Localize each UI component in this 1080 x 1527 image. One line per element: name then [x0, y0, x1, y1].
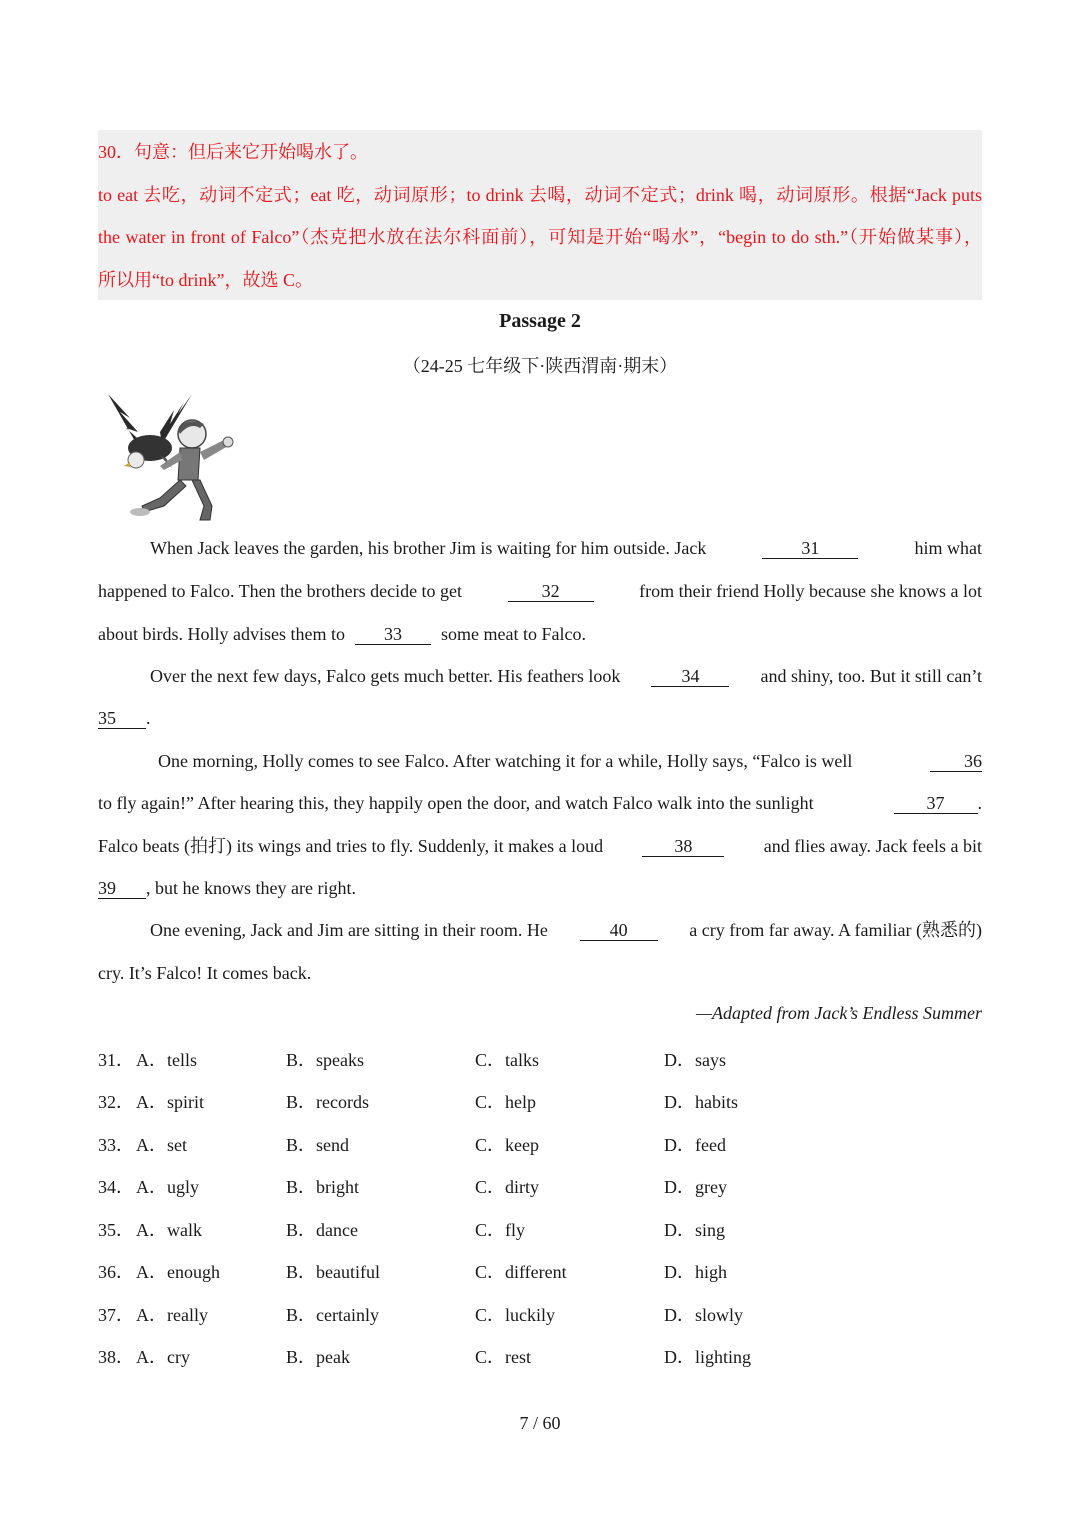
option-row — [98, 1173, 982, 1197]
option-choice: C．rest — [475, 1347, 531, 1367]
option-choice: B．send — [286, 1135, 349, 1155]
option-choice: D．lighting — [664, 1347, 752, 1367]
option-choice: D．habits — [664, 1092, 738, 1112]
text-segment: about birds. Holly advises them to — [98, 624, 345, 644]
text-segment: from their friend Holly because she knows a lot — [639, 581, 982, 601]
option-choice: C．different — [475, 1262, 567, 1282]
text-segment: Falco beats (拍打) its wings and tries to fly. Suddenly, it makes a loud — [98, 836, 604, 856]
question-number: 36． — [98, 1262, 134, 1282]
option-row — [98, 1216, 982, 1240]
option-choice: A．spirit — [136, 1092, 205, 1112]
option-row — [98, 1301, 982, 1325]
answer-explanation-box — [98, 130, 982, 300]
passage-line — [98, 918, 982, 942]
text-segment: When Jack leaves the garden, his brother Jim is waiting for him outside. Jack — [150, 538, 707, 558]
blank-39: 39 — [98, 878, 146, 899]
passage-title: Passage 2 — [499, 310, 581, 332]
text-segment: . — [146, 708, 151, 728]
option-choice: C．keep — [475, 1135, 539, 1155]
answer-line-2: to eat 去吃，动词不定式；eat 吃，动词原形；to drink 去喝，动词不定式；drink 喝，动词原形。根据“Jack puts — [98, 185, 982, 205]
eagle-boy-illustration — [100, 388, 238, 524]
option-row — [98, 1046, 982, 1070]
text-segment: One evening, Jack and Jim are sitting in their room. He — [150, 920, 548, 940]
question-number: 31． — [98, 1050, 134, 1070]
option-row — [98, 1131, 982, 1155]
option-choice: A．enough — [136, 1262, 220, 1282]
text-segment: One morning, Holly comes to see Falco. After watching it for a while, Holly says, “Falco is well — [158, 751, 853, 771]
blank-36: 36 — [930, 751, 982, 772]
text-segment: . — [977, 793, 982, 813]
blank-40: 40 — [580, 920, 658, 941]
text-segment: some meat to Falco. — [440, 624, 586, 644]
passage-line — [98, 834, 982, 858]
option-choice: D．grey — [664, 1177, 727, 1197]
option-choice: B．records — [286, 1092, 369, 1112]
blank-34: 34 — [651, 666, 729, 687]
text-segment: to fly again!” After hearing this, they happily open the door, and watch Falco walk into the sunlight — [98, 793, 814, 813]
passage-line — [98, 876, 982, 900]
blank-37: 37 — [894, 793, 978, 814]
answer-line-1: 30．句意：但后来它开始喝水了。 — [98, 142, 368, 162]
option-choice: D．sing — [664, 1220, 726, 1240]
option-choice: A．walk — [136, 1220, 202, 1240]
option-choice: B．bright — [286, 1177, 360, 1197]
option-choice: D．feed — [664, 1135, 726, 1155]
option-choice: B．dance — [286, 1220, 358, 1240]
option-choice: A．cry — [136, 1347, 190, 1367]
text-segment: and flies away. Jack feels a bit — [763, 836, 982, 856]
passage-attribution: —Adapted from Jack’s Endless Summer — [696, 1003, 982, 1023]
question-number: 32． — [98, 1092, 134, 1112]
passage-source: （24-25 七年级下·陕西渭南·期末） — [402, 356, 678, 376]
option-choice: A．really — [136, 1305, 208, 1325]
passage-line — [98, 622, 982, 646]
option-choice: B．beautiful — [286, 1262, 380, 1282]
blank-38: 38 — [642, 836, 724, 857]
passage-line — [98, 706, 982, 730]
question-number: 33． — [98, 1135, 134, 1155]
text-segment: happened to Falco. Then the brothers decide to get — [98, 581, 463, 601]
text-segment: him what — [914, 538, 982, 558]
option-choice: A．ugly — [136, 1177, 199, 1197]
passage-line — [98, 579, 982, 603]
option-row — [98, 1343, 982, 1367]
text-segment: and shiny, too. But it still can’t — [760, 666, 982, 686]
option-choice: D．slowly — [664, 1305, 744, 1325]
passage-line — [98, 791, 982, 815]
blank-33: 33 — [355, 624, 431, 645]
option-row — [98, 1258, 982, 1282]
text-segment: Over the next few days, Falco gets much better. His feathers look — [150, 666, 621, 686]
option-choice: B．peak — [286, 1347, 350, 1367]
option-choice: D．says — [664, 1050, 726, 1070]
question-number: 38． — [98, 1347, 134, 1367]
option-row — [98, 1088, 982, 1112]
question-number: 35． — [98, 1220, 134, 1240]
option-choice: C．dirty — [475, 1177, 540, 1197]
option-choice: C．luckily — [475, 1305, 555, 1325]
option-choice: B．certainly — [286, 1305, 379, 1325]
option-choice: C．fly — [475, 1220, 526, 1240]
passage-line — [98, 664, 982, 688]
option-choice: A．set — [136, 1135, 187, 1155]
passage-line — [98, 536, 982, 560]
text-segment: cry. It’s Falco! It comes back. — [98, 963, 312, 983]
text-segment: , but he knows they are right. — [146, 878, 356, 898]
option-choice: B．speaks — [286, 1050, 364, 1070]
text-segment: a cry from far away. A familiar (熟悉的) — [689, 920, 982, 940]
answer-line-3: the water in front of Falco”（杰克把水放在法尔科面前），可知是开始“喝水”，“begin to do sth.”（开始做某事）， — [98, 227, 982, 247]
question-number: 37． — [98, 1305, 134, 1325]
option-choice: C．talks — [475, 1050, 540, 1070]
answer-line-4: 所以用“to drink”，故选 C。 — [98, 270, 313, 290]
blank-35: 35 — [98, 708, 146, 729]
option-choice: D．high — [664, 1262, 727, 1282]
option-choice: A．tells — [136, 1050, 197, 1070]
passage-line — [98, 961, 982, 985]
passage-line — [98, 749, 982, 773]
option-choice: C．help — [475, 1092, 536, 1112]
question-number: 34． — [98, 1177, 134, 1197]
blank-32: 32 — [508, 581, 594, 602]
page-number: 7 / 60 — [519, 1413, 561, 1433]
blank-31: 31 — [762, 538, 858, 559]
